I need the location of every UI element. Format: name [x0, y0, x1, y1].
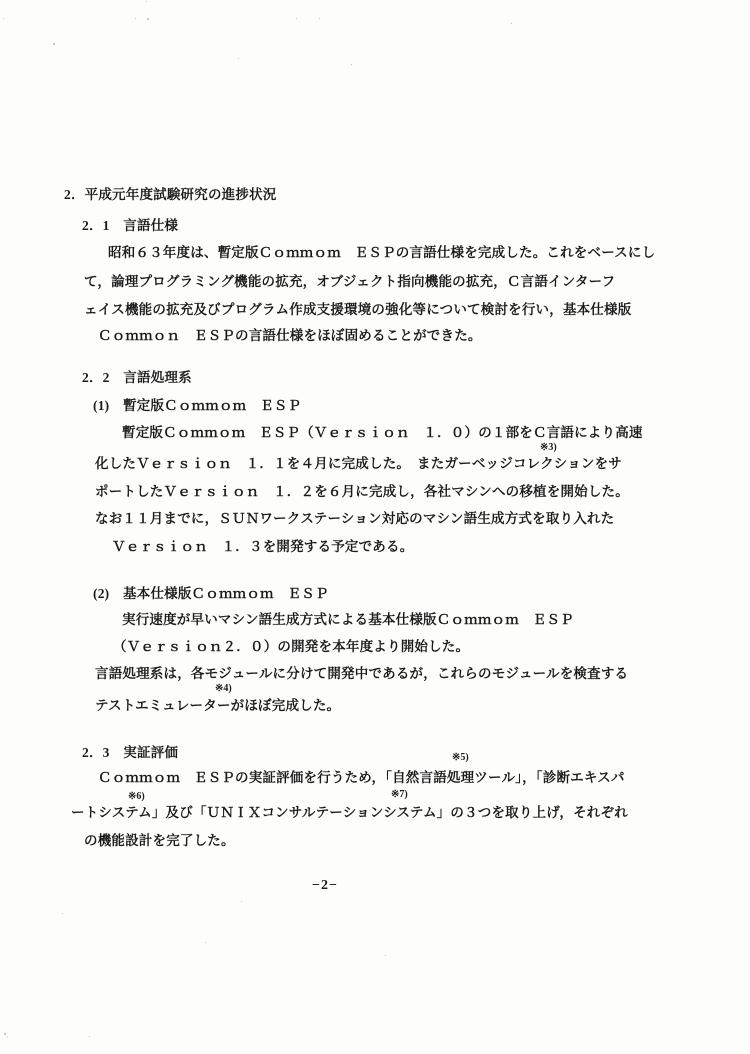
scan-speck [319, 18, 320, 19]
text-line: ポートしたＶｅｒｓｉｏｎ １．２を６月に完成し，各社マシンへの移植を開始した。 [95, 484, 629, 499]
footnote-ref-3: ※3) [540, 442, 557, 453]
scan-speck [7, 1037, 8, 1038]
scan-speck [135, 18, 136, 19]
text-line: 化したＶｅｒｓｉｏｎ １．１を４月に完成した。 またガーベッジコレクションをサ [95, 456, 623, 471]
text-line: なお１１月までに，ＳＵＮワークステーション対応のマシン語生成方式を取り入れた [95, 511, 615, 526]
scan-speck [238, 58, 239, 59]
footnote-ref-4: ※4) [215, 683, 232, 694]
section-2-2-title: 2．2 言語処理系 [82, 370, 192, 385]
text-line: Ｃｏｍｍｏｎ ＥＳＰの言語仕様をほぼ固めることができた。 [98, 328, 482, 343]
scan-speck [511, 23, 512, 24]
text-line: 言語処理系は，各モジュールに分けて開発中であるが，これらのモジュールを検査する [95, 666, 629, 681]
footnote-ref-7: ※7) [391, 789, 408, 800]
scan-speck [205, 942, 206, 943]
scan-speck [241, 901, 242, 902]
text-line: 暫定版Ｃｏｍｍｏｍ ＥＳＰ（Ｖｅｒｓｉｏｎ １．０）の１部をＣ言語により高速 [122, 425, 643, 440]
text-line: て，論理プログラミング機能の拡充，オブジェクト指向機能の拡充，Ｃ言語インターフ [84, 274, 616, 289]
scan-speck [89, 1036, 90, 1037]
text-line: 昭和６３年度は、暫定版Ｃｏｍｍｏｍ ＥＳＰの言語仕様を完成した。これをベースにし [108, 245, 656, 260]
text-line: テストエミュレーターがほぼ完成した。 [95, 698, 341, 713]
text-line: の機能設計を完了した。 [84, 833, 235, 848]
scan-speck [146, 1, 147, 2]
scan-speck [385, 955, 386, 956]
scan-speck [62, 913, 63, 914]
scan-speck [351, 64, 352, 65]
text-line: Ｖｅｒｓｉｏｎ １．３を開発する予定である。 [112, 539, 414, 554]
chapter-heading: 2．平成元年度試験研究の進捗状況 [64, 187, 277, 202]
text-line: ートシステム」及び「ＵＮＩＸコンサルテーションシステム」の３つを取り上げ，それぞれ [71, 805, 628, 820]
scan-speck [296, 18, 297, 19]
footnote-ref-6: ※6) [128, 791, 145, 802]
item-2-heading: (2) 基本仕様版Ｃｏｍｍｏｍ ＥＳＰ [93, 586, 329, 601]
footnote-ref-5: ※5) [452, 752, 469, 763]
scan-speck [147, 18, 149, 20]
item-1-heading: (1) 暫定版Ｃｏｍｍｏｍ ＥＳＰ [93, 398, 302, 413]
text-line: （Ｖｅｒｓｉｏｎ２．０）の開発を本年度より開始した。 [113, 639, 470, 654]
text-line: 実行速度が早いマシン語生成方式による基本仕様版Ｃｏｍｍｏｍ ＥＳＰ [122, 612, 574, 627]
section-2-1-title: 2．1 言語仕様 [82, 218, 179, 233]
section-2-3-title: 2．3 実証評価 [82, 745, 179, 760]
text-line: Ｃｏｍｍｏｍ ＥＳＰの実証評価を行うため，「自然言語処理ツール」，「診断エキスパ [98, 770, 625, 785]
scan-speck [4, 1033, 6, 1035]
scan-speck [53, 43, 55, 45]
text-line: ェイス機能の拡充及びプログラム作成支援環境の強化等について検討を行い，基本仕様版 [84, 302, 632, 317]
page-number: −2− [312, 878, 338, 893]
scan-speck [3, 18, 4, 19]
